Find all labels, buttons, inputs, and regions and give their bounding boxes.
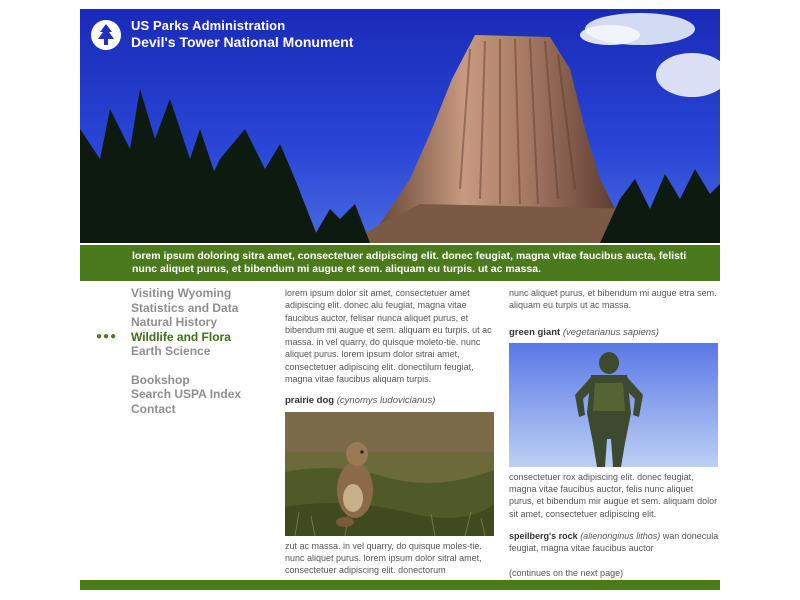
hero-banner-image xyxy=(80,9,720,243)
nav-label: Statistics and Data xyxy=(131,300,239,315)
active-marker-icon: ●●● xyxy=(96,331,118,343)
nav-label: Contact xyxy=(131,401,176,416)
caption-text: wan donecula feugiat, magna vitae faucibus auctor xyxy=(509,531,719,554)
speilbergs-rock-entry xyxy=(509,530,719,555)
caption-latin-name: (alienoriginus lithos) xyxy=(580,531,661,542)
parks-tree-logo-icon[interactable] xyxy=(90,19,122,51)
intro-banner-text: lorem ipsum doloring sitra amet, consectetuer adipiscing elit. donec feugiat, magna vitae faucibus aucta, felisti nunc aliquet purus, et bibendum mi augue et sem. aliquam eu turpis. ut ac massa. xyxy=(132,250,687,275)
nav-wildlife-and-flora[interactable] xyxy=(96,330,276,345)
nav-visiting-wyoming[interactable] xyxy=(96,286,276,301)
agency-name: US Parks Administration xyxy=(131,18,286,33)
continues-link[interactable]: (continues on the next page) xyxy=(509,567,624,578)
caption-latin-name: (vegetarianus sapiens) xyxy=(562,326,659,338)
nav-label: Visiting Wyoming xyxy=(131,286,232,301)
nav-spacer xyxy=(96,359,276,373)
nav-label: Search USPA Index xyxy=(131,387,242,402)
site-header xyxy=(90,19,353,51)
green-giant-photo xyxy=(509,343,718,467)
photo-caption-green-giant xyxy=(509,327,719,339)
prairie-dog-photo xyxy=(285,412,494,536)
body-paragraph: consectetuer rox adipiscing elit. donec feugiat, magna vitae faucibus auctor, felis nunc aliquet purus, et bibendum mir augue et sem. aliquam dolor sit amet, consectetuer adipiscing elit. xyxy=(509,471,718,519)
content-column-right xyxy=(509,287,719,579)
photo-caption-prairie-dog xyxy=(285,395,495,407)
park-title: Devil's Tower National Monument xyxy=(131,33,354,50)
nav-label: Natural History xyxy=(131,315,218,330)
caption-title: green giant xyxy=(509,326,561,338)
nav-search-uspa-index[interactable] xyxy=(96,387,276,402)
nav-label: Wildlife and Flora xyxy=(131,329,231,344)
nav-label: Bookshop xyxy=(131,372,190,387)
intro-banner xyxy=(80,245,720,281)
nav-natural-history[interactable] xyxy=(96,315,276,330)
body-paragraph: nunc aliquet purus, et bibendum mi augue etra sem. aliquam eu turpis ut ac massa. xyxy=(509,288,717,311)
caption-latin-name: (cynomys ludovicianus) xyxy=(336,395,436,407)
footer-bar xyxy=(80,580,720,590)
nav-statistics-and-data[interactable] xyxy=(96,301,276,316)
nav-contact[interactable] xyxy=(96,402,276,417)
caption-title: prairie dog xyxy=(285,395,335,407)
nav-label: Earth Science xyxy=(131,344,211,359)
body-paragraph: lorem ipsum dolor sit amet, consectetuer amet adipiscing elit. donec alu feugiat, magna vitae faucibus auctor, felisar nunca aliquet purus, et bibendum mi augue et sem. aliquam eu turpis. ut ac massa. in vel quarry, do quisque moleto-tie. nunc aliquet purus. lorem ipsum dolor sitrai amet, consectetuer adipiscing elit. donectilum feugiat, magna vitae faucibus aliquam turpis. xyxy=(285,288,492,385)
body-paragraph: zut ac massa. in vel quarry, do quisque moles-tie. nunc aliquet purus. lorem ipsum dolor sitral amet, consectetuer adipiscing elit. donectorum xyxy=(285,540,482,576)
content-column-left xyxy=(285,287,495,577)
caption-title: speilberg's rock xyxy=(509,531,578,542)
nav-bookshop[interactable] xyxy=(96,373,276,388)
main-navigation xyxy=(96,286,276,416)
nav-earth-science[interactable] xyxy=(96,344,276,359)
